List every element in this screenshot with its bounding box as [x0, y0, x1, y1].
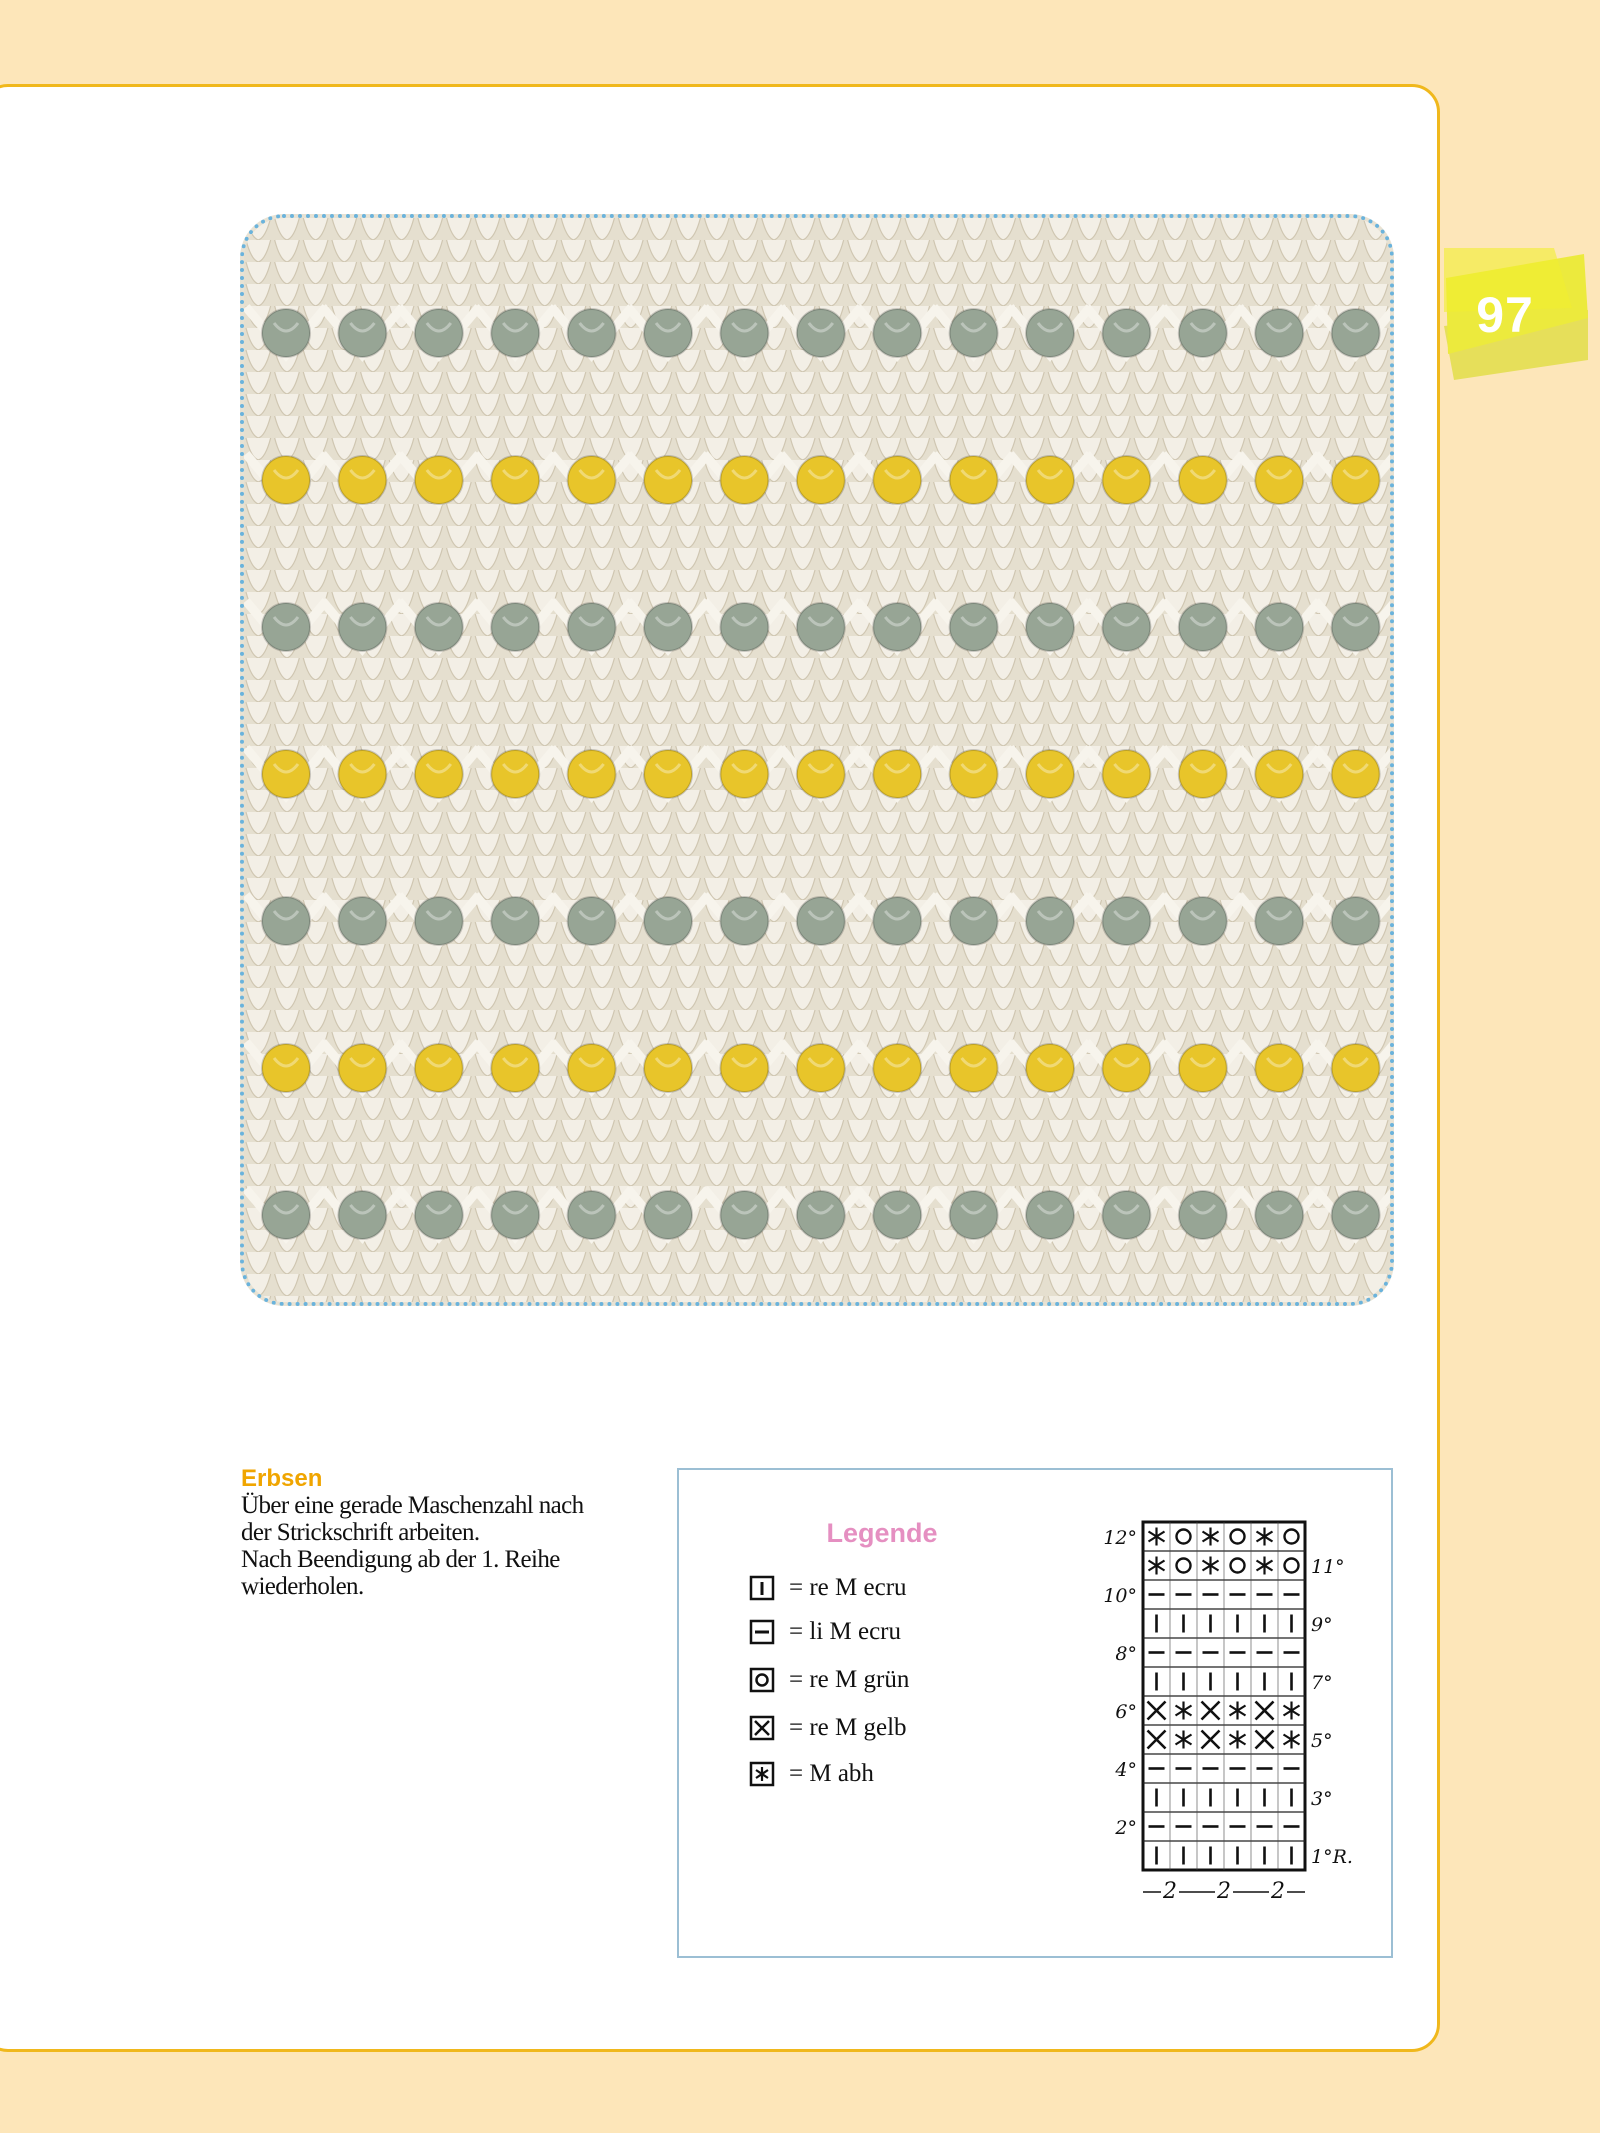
- page-number: 97: [1476, 287, 1534, 343]
- chart-cell: [1284, 1731, 1300, 1749]
- chart-row-label-right: 11°: [1311, 1555, 1345, 1578]
- chart-row-label-left: 10°: [1103, 1584, 1137, 1607]
- legend-label: = re M ecru: [789, 1574, 907, 1601]
- chart-cell: [1257, 1557, 1273, 1575]
- chart-repeat-label: 2: [1163, 1879, 1177, 1904]
- chart-cell: [1230, 1702, 1246, 1720]
- chart-cell: [1256, 1702, 1274, 1720]
- chart-row-label-left: 12°: [1103, 1526, 1137, 1549]
- legend-item: [749, 1614, 901, 1650]
- chart-cell: [1177, 1559, 1191, 1573]
- chart-cell: [1256, 1731, 1274, 1749]
- chart-cell: [1149, 1528, 1165, 1546]
- legend-item: [749, 1710, 907, 1746]
- instruction-line-4: wiederholen.: [241, 1573, 364, 1600]
- chart-cell: [1285, 1559, 1299, 1573]
- chart-repeat-label: 2: [1271, 1879, 1285, 1904]
- legend-label: = li M ecru: [789, 1618, 901, 1645]
- legend-item: [749, 1570, 907, 1606]
- legend-item: [749, 1662, 909, 1698]
- pattern-description: [241, 1466, 641, 1600]
- chart-cell: [1148, 1731, 1166, 1749]
- chart-cell: [1284, 1702, 1300, 1720]
- instruction-line-3: Nach Beendigung ab der 1. Reihe: [241, 1546, 560, 1573]
- chart-row-label-left: 6°: [1115, 1700, 1137, 1723]
- pattern-title: Erbsen: [241, 1465, 323, 1492]
- knit-ecru-icon: [749, 1575, 775, 1601]
- chart-row-label-right: 5°: [1311, 1729, 1333, 1752]
- knitted-swatch-photo: [244, 218, 1390, 1302]
- chart-cell: [1176, 1731, 1192, 1749]
- legend-box: [677, 1468, 1393, 1958]
- legend-item: [749, 1756, 874, 1792]
- chart-repeat-label: 2: [1217, 1879, 1231, 1904]
- chart-cell: [1202, 1731, 1220, 1749]
- chart-cell: [1231, 1559, 1245, 1573]
- legend-label: = M abh: [789, 1760, 874, 1787]
- chart-cell: [1230, 1731, 1246, 1749]
- chart-row-label-left: 2°: [1115, 1816, 1137, 1839]
- legend-title: Legende: [826, 1518, 938, 1548]
- knit-green-icon: [749, 1667, 775, 1693]
- instruction-line-2: der Strickschrift arbeiten.: [241, 1519, 480, 1546]
- legend-label: = re M gelb: [789, 1714, 907, 1741]
- chart-cell: [1203, 1557, 1219, 1575]
- chart-row-label-right: 7°: [1311, 1671, 1333, 1694]
- stitch-chart: [1093, 1512, 1383, 1942]
- chart-cell: [1231, 1530, 1245, 1544]
- knit-yellow-icon: [749, 1715, 775, 1741]
- chart-cell: [1176, 1702, 1192, 1720]
- chart-row-label-left: 8°: [1115, 1642, 1137, 1665]
- slip-stitch-icon: [749, 1761, 775, 1787]
- legend-label: = re M grün: [789, 1666, 910, 1693]
- chart-cell: [1202, 1702, 1220, 1720]
- chart-cell: [1285, 1530, 1299, 1544]
- chart-row-label-right: 3°: [1311, 1787, 1333, 1810]
- instruction-line-1: Über eine gerade Maschenzahl nach: [241, 1492, 584, 1519]
- purl-ecru-icon: [749, 1619, 775, 1645]
- chart-cell: [1257, 1528, 1273, 1546]
- chart-row-label-left: 4°: [1115, 1758, 1137, 1781]
- chart-cell: [1149, 1557, 1165, 1575]
- chart-cell: [1177, 1530, 1191, 1544]
- chart-row-label-right: 9°: [1311, 1613, 1333, 1636]
- swatch-photo-frame: [240, 214, 1394, 1306]
- chart-cell: [1148, 1702, 1166, 1720]
- chart-row-label-right: 1°R.: [1311, 1845, 1353, 1868]
- chart-cell: [1203, 1528, 1219, 1546]
